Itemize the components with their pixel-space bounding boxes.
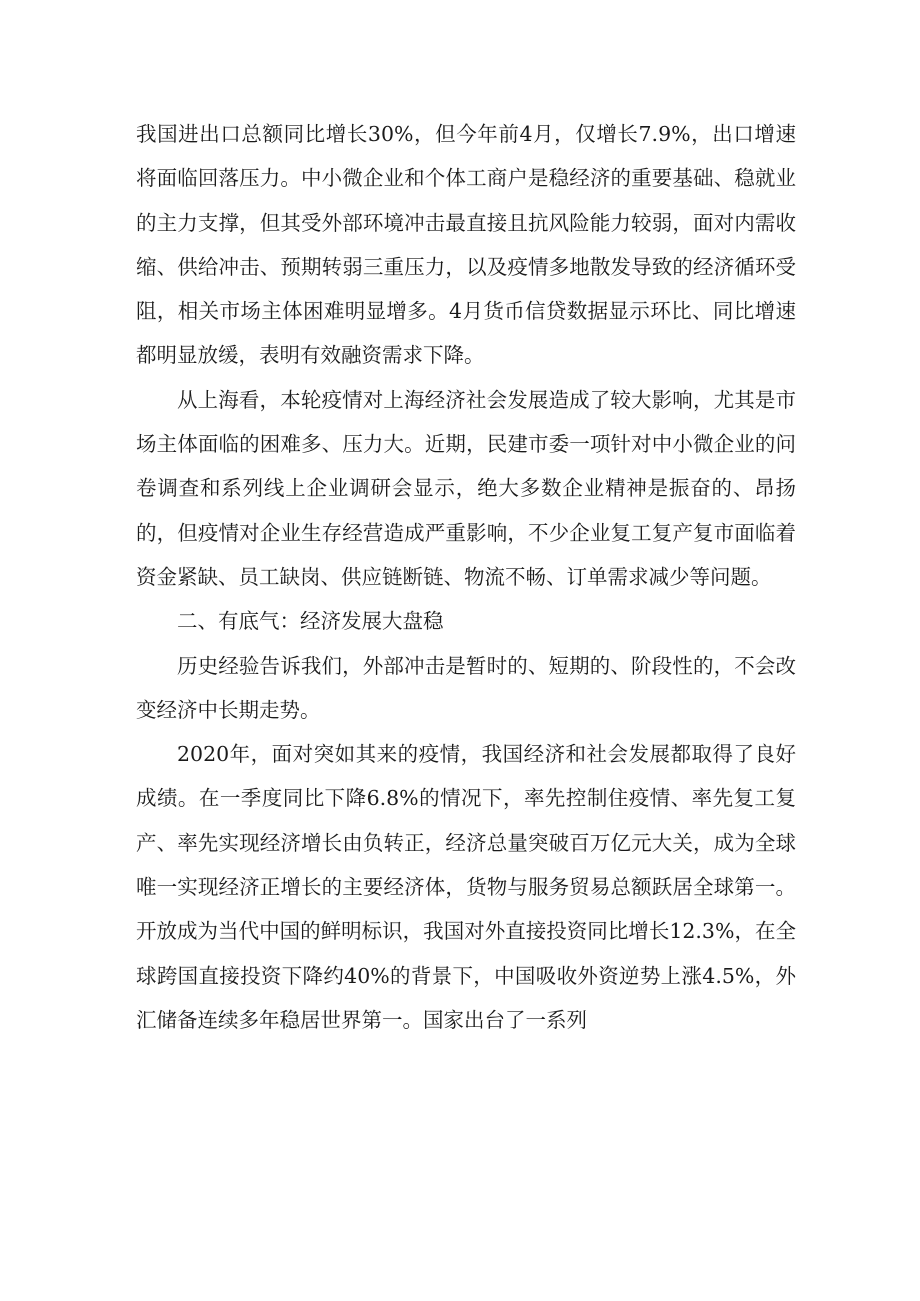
section-heading: 二、有底气：经济发展大盘稳 bbox=[177, 609, 444, 634]
paragraph-historical-experience: 历史经验告诉我们，外部冲击是暂时的、短期的、阶段性的，不会改变经济中长期走势。 bbox=[136, 653, 796, 722]
document-body bbox=[136, 112, 796, 1042]
paragraph-export-pressure: 我国进出口总额同比增长30%，但今年前4月，仅增长7.9%，出口增速将面临回落压力。中小微企业和个体工商户是稳经济的重要基础、稳就业的主力支撑，但其受外部环境冲击最直接且抗风险能力较弱，面对内需收缩、供给冲击、预期转弱三重压力，以及疫情多地散发导致的经济循环受阻，相关市场主体困难明显增多。4月货币信贷数据显示环比、同比增速都明显放缓，表明有效融资需求下降。 bbox=[136, 122, 796, 368]
paragraph-2020-performance: 2020年，面对突如其来的疫情，我国经济和社会发展都取得了良好成绩。在一季度同比下降6.8%的情况下，率先控制住疫情、率先复工复产、率先实现经济增长由负转正，经济总量突破百万亿元大关，成为全球唯一实现经济正增长的主要经济体，货物与服务贸易总额跃居全球第一。开放成为当代中国的鲜明标识，我国对外直接投资同比增长12.3%，在全球跨国直接投资下降约40%的背景下，中国吸收外资逆势上涨4.5%，外汇储备连续多年稳居世界第一。国家出台了一系列 bbox=[136, 742, 796, 1032]
paragraph-shanghai-impact: 从上海看，本轮疫情对上海经济社会发展造成了较大影响，尤其是市场主体面临的困难多、压力大。近期，民建市委一项针对中小微企业的问卷调查和系列线上企业调研会显示，绝大多数企业精神是振奋的、昂扬的，但疫情对企业生存经营造成严重影响，不少企业复工复产复市面临着资金紧缺、员工缺岗、供应链断链、物流不畅、订单需求减少等问题。 bbox=[136, 387, 796, 589]
